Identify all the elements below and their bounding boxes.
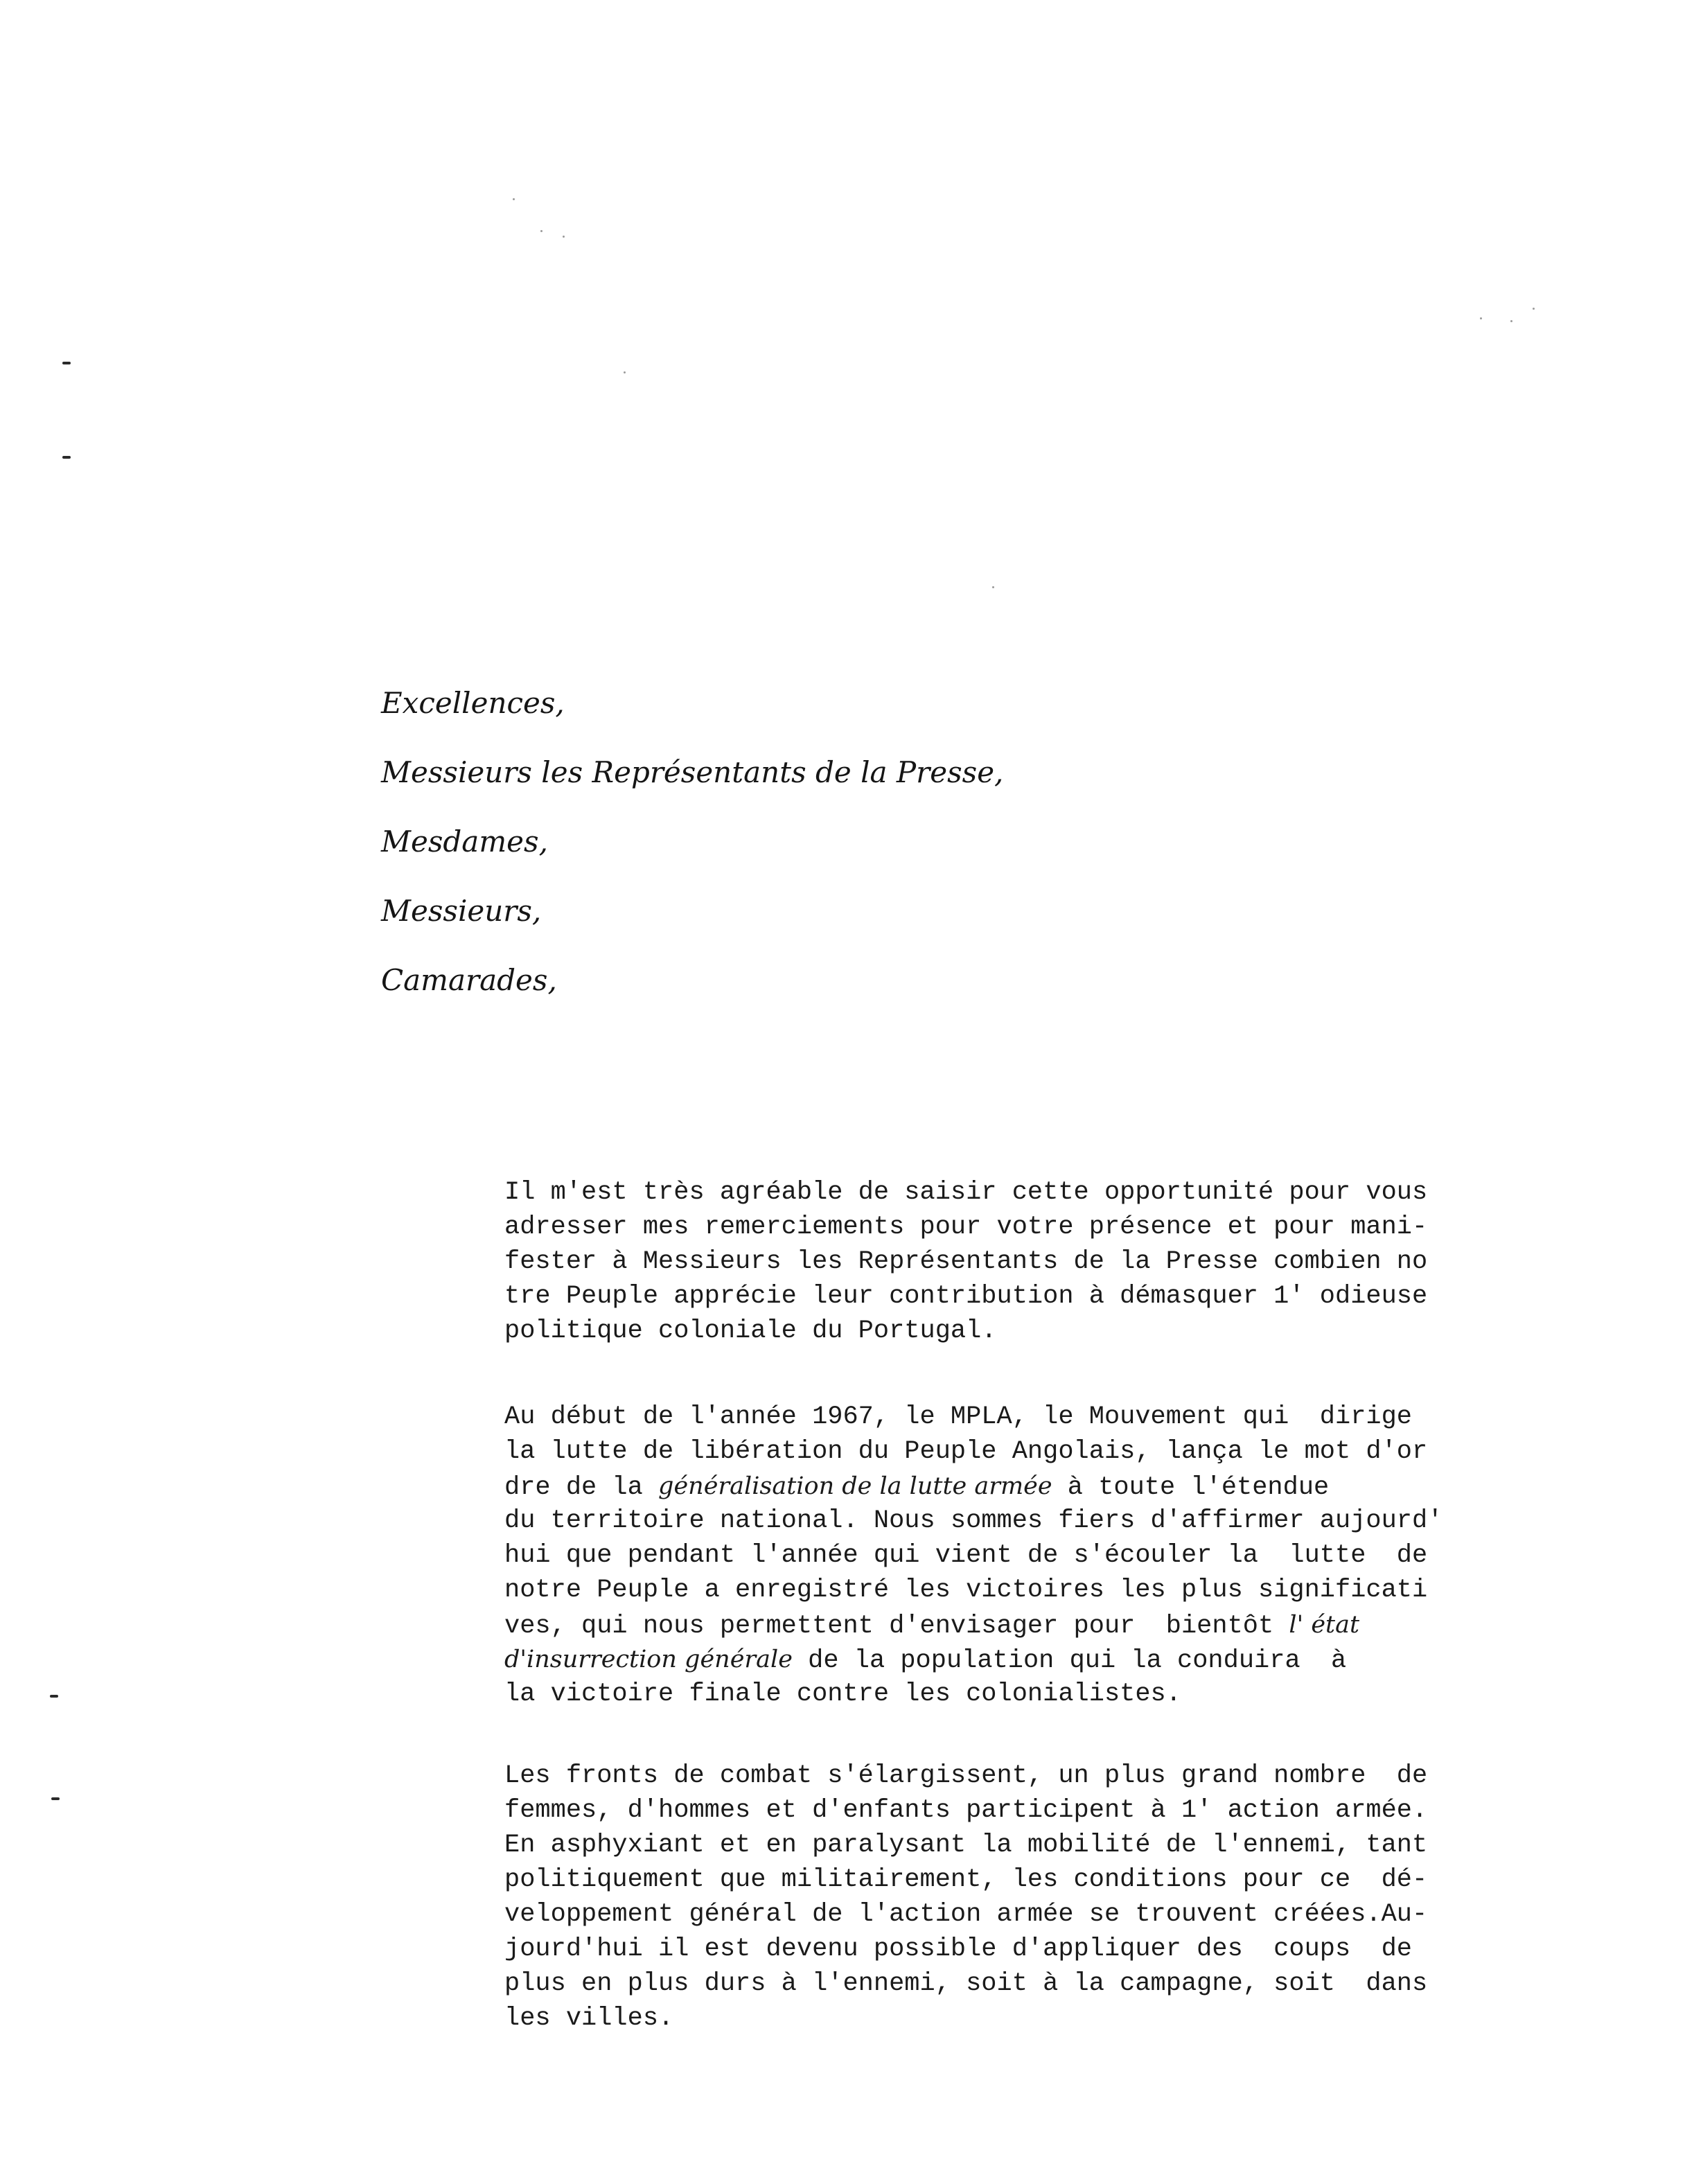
text-line [504, 1538, 1544, 1573]
text-line [504, 1677, 1544, 1711]
text-line [504, 1314, 1544, 1348]
salutation-line: Camarades, [381, 963, 557, 997]
script-emphasis: l' état [1289, 1611, 1360, 1639]
text-segment: ves, qui nous permettent d'envisager pour bientôt [504, 1612, 1289, 1641]
text-line [504, 1759, 1544, 1793]
scan-speck [1533, 308, 1535, 310]
text-line [504, 1608, 1544, 1642]
text-segment: politiquement que militairement, les conditions pour ce dé- [504, 1865, 1428, 1894]
script-emphasis: généralisation de la lutte armée [658, 1472, 1052, 1500]
text-line [504, 1279, 1544, 1314]
scan-speck [624, 371, 626, 373]
scan-speck [540, 230, 542, 232]
text-segment: veloppement général de l'action armée se trouvent créées.Au- [504, 1900, 1428, 1929]
text-line [504, 1642, 1544, 1677]
text-line [504, 1244, 1544, 1279]
scan-speck [1510, 320, 1512, 322]
text-segment: Au début de l'année 1967, le MPLA, le Mouvement qui dirige [504, 1402, 1413, 1432]
text-segment: tre Peuple apprécie leur contribution à démasquer 1' odieuse [504, 1282, 1428, 1311]
text-segment: la victoire finale contre les colonialistes. [504, 1680, 1181, 1709]
text-line [504, 1469, 1544, 1504]
text-segment: les villes. [504, 2004, 674, 2033]
text-line [504, 1434, 1544, 1469]
scan-speck [1480, 317, 1482, 319]
text-segment: jourd'hui il est devenu possible d'appliquer des coups de [504, 1935, 1413, 1964]
text-segment: du territoire national. Nous sommes fiers d'affirmer aujourd' [504, 1506, 1443, 1535]
text-line [504, 1966, 1544, 2001]
text-segment: fester à Messieurs les Représentants de la Presse combien no [504, 1247, 1428, 1276]
text-line [504, 1573, 1544, 1608]
text-line [504, 1932, 1544, 1966]
text-segment: dre de la [504, 1473, 659, 1502]
text-segment: Les fronts de combat s'élargissent, un plus grand nombre de [504, 1761, 1428, 1790]
text-segment: plus en plus durs à l'ennemi, soit à la campagne, soit dans [504, 1969, 1428, 1998]
text-segment: politique coloniale du Portugal. [504, 1316, 997, 1346]
salutation-line: Mesdames, [381, 825, 548, 858]
salutation-line: Messieurs les Représentants de la Presse, [381, 755, 1004, 789]
margin-mark [50, 1695, 58, 1698]
text-segment: En asphyxiant et en paralysant la mobilité de l'ennemi, tant [504, 1831, 1428, 1860]
text-line [504, 1210, 1544, 1244]
text-line [504, 1400, 1544, 1434]
text-line [504, 1793, 1544, 1828]
salutation-line: Excellences, [381, 686, 565, 720]
body-paragraph [504, 1175, 1544, 1348]
body-paragraph [504, 1759, 1544, 2036]
text-segment: adresser mes remerciements pour votre présence et pour mani- [504, 1213, 1428, 1242]
text-segment: à toute l'étendue [1052, 1473, 1330, 1502]
text-segment: Il m'est très agréable de saisir cette opportunité pour vous [504, 1178, 1428, 1207]
margin-mark [51, 1797, 60, 1800]
text-segment: la lutte de libération du Peuple Angolais, lança le mot d'or [504, 1437, 1428, 1466]
margin-mark [62, 456, 71, 459]
script-emphasis: d'insurrection générale [504, 1646, 793, 1673]
body-paragraph [504, 1400, 1544, 1711]
text-line [504, 1828, 1544, 1862]
text-line [504, 1897, 1544, 1932]
scan-speck [513, 198, 515, 200]
text-segment: hui que pendant l'année qui vient de s'écouler la lutte de [504, 1541, 1428, 1570]
text-line [504, 1504, 1544, 1538]
salutation-line: Messieurs, [381, 894, 542, 928]
text-segment: notre Peuple a enregistré les victoires les plus significati [504, 1576, 1428, 1605]
scan-speck [992, 586, 994, 588]
margin-mark [62, 362, 71, 364]
text-line [504, 1175, 1544, 1210]
text-line [504, 2001, 1544, 2036]
text-segment: femmes, d'hommes et d'enfants participent à 1' action armée. [504, 1796, 1428, 1825]
salutation-list [381, 686, 1212, 1032]
text-segment: de la population qui la conduira à [792, 1646, 1347, 1675]
text-line [504, 1862, 1544, 1897]
scan-speck [563, 236, 565, 238]
